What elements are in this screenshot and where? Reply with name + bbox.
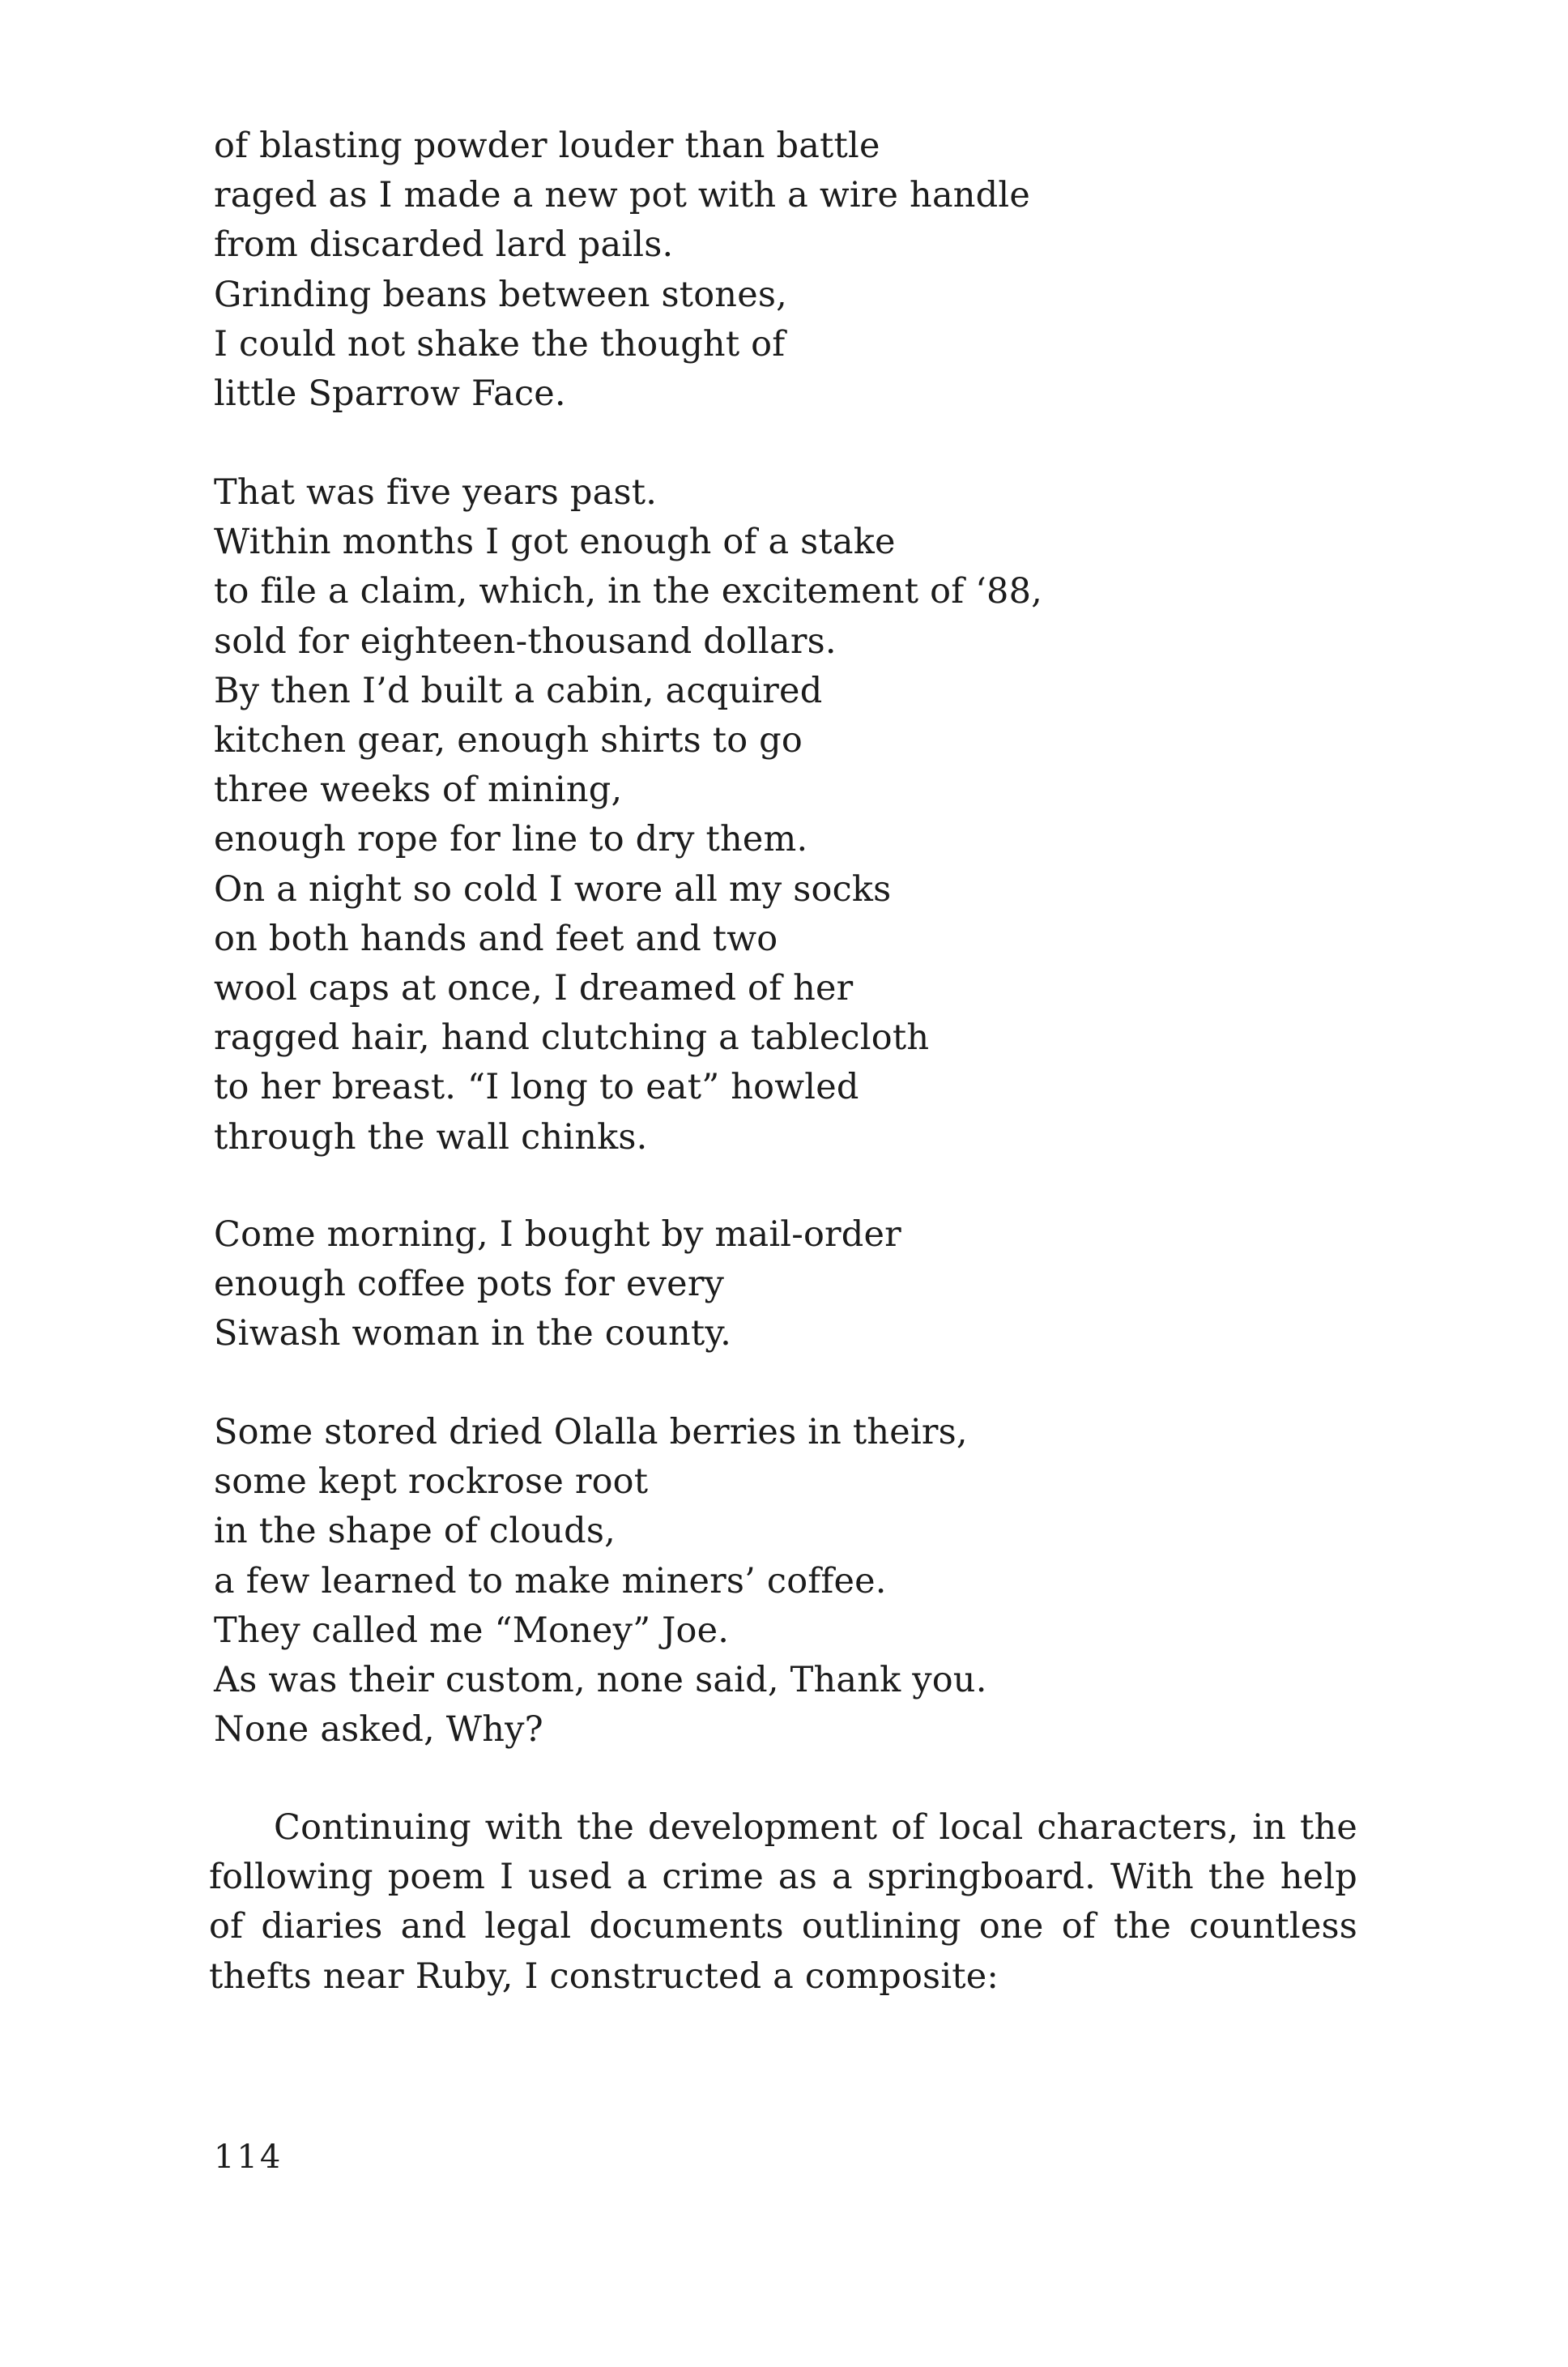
poem-line: By then I’d built a cabin, acquired [214,670,823,711]
poem-line: through the wall chinks. [214,1116,648,1158]
poem-line: Grinding beans between stones, [214,274,787,315]
poem-line: little Sparrow Face. [214,373,566,415]
poem-line: of blasting powder louder than battle [214,126,880,166]
poem-line: They called me “Money” Joe. [214,1610,730,1651]
poem-line: Within months I got enough of a stake [214,522,896,563]
poem-line: enough rope for line to dry them. [214,819,808,860]
prose-paragraph: Continuing with the development of local characters, in the following poem I used a crime as a springboard. With the help of diaries and legal documents outlining one of the countless thefts near Ruby, I constructed a composite: [209,1807,1357,1997]
poem-line: Some stored dried Olalla berries in theirs, [214,1412,968,1452]
poem-line: Siwash woman in the county. [214,1313,732,1354]
poem-line: to file a claim, which, in the excitement of ‘88, [214,571,1043,612]
poem-stanza [214,1210,901,1359]
poem-line: As was their custom, none said, Thank you. [214,1660,987,1701]
poem-line: from discarded lard pails. [214,224,674,266]
poem-stanza [214,122,1030,419]
poem-line: None asked, Why? [214,1709,543,1751]
poem-line: in the shape of clouds, [214,1511,616,1552]
poem-line: on both hands and feet and two [214,918,778,959]
poem-line: kitchen gear, enough shirts to go [214,720,803,761]
poem-line: three weeks of mining, [214,770,623,811]
poem-line: Come morning, I bought by mail-order [214,1214,901,1255]
poem-stanza [214,1408,987,1755]
poem-line: enough coffee pots for every [214,1264,725,1305]
poem-line: raged as I made a new pot with a wire handle [214,175,1031,216]
poem-line: wool caps at once, I dreamed of her [214,968,854,1009]
poem-line: I could not shake the thought of [214,323,786,365]
poem-line: some kept rockrose root [214,1461,649,1503]
page-number: 114 [214,2139,283,2176]
poem-line: sold for eighteen-thousand dollars. [214,621,837,662]
poem-line: That was five years past. [214,472,658,513]
poem-line: a few learned to make miners’ coffee. [214,1560,887,1601]
poem-line: to her breast. “I long to eat” howled [214,1067,859,1108]
poem-line: On a night so cold I wore all my socks [214,868,892,910]
poem-line: ragged hair, hand clutching a tablecloth [214,1017,930,1059]
poem-stanza [214,468,1042,1162]
